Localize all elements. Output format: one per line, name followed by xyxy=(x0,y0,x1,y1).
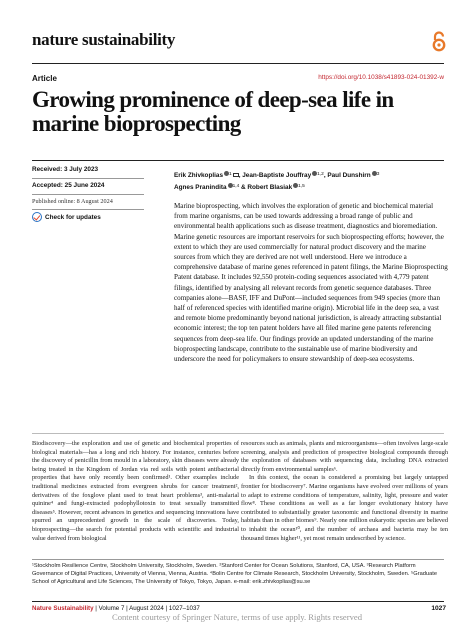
author-affiliation: 1,4 xyxy=(232,184,240,189)
accepted-date: Accepted: 25 June 2024 xyxy=(32,182,105,189)
author-name[interactable]: & Robert Blasiak xyxy=(239,184,293,191)
abstract: Marine bioprospecting, which involves the exploration of genetic and biochemical material from marine organisms, can be used towards addressing a broad range of public and environmental health applications such as disease treatment, diagnostics and bioremediation. Marine genetic resources are important reservoirs for such bioprospecting efforts; however, the extent to which they are used commercially for natural product discovery and the marine sources from which they are derived are not well understood. Here we introduce a comprehensive database of marine genes referenced in patent filings, the Marine Bioprospecting Patent database. It includes 92,550 protein-coding sequences associated with 4,779 patent filings, identified by analysing all relevant records from genetic sequence databases. Three companies alone—BASF, IFF and DuPont—included sequences from 949 species (more than half of referenced species with identified marine origin). Microbial life in the deep sea, a vast and remote biome predominantly beyond national jurisdiction, is already attracting substantial economic interest; the top ten patent holders have all filed marine gene patents referencing sequences from deep-sea life. Our findings provide an updated understanding of the marine bioprospecting landscape, contribute to the sustainable use of marine biodiversity and underscore the need for policymakers to ensure stewardship of deep-sea ecosystems. xyxy=(174,202,448,364)
article-type: Article xyxy=(32,74,57,83)
author-name[interactable]: , Jean-Baptiste Jouffray xyxy=(238,172,312,179)
body-column-left xyxy=(32,440,239,543)
affiliations xyxy=(32,563,446,586)
author-affiliation: 3 xyxy=(376,172,380,177)
footer-issue: | Volume 7 | August 2024 | 1027–1037 xyxy=(93,605,200,612)
author-affiliation: 1,5 xyxy=(298,184,305,189)
body-paragraph: Biodiscovery—the exploration and use of genetic and biochemical properties of biological materials—has a long and rich history. For instance, centuries before the discovery of penicillin from mould in a laboratory, skin diseases were already being treated in the Kingdom of Jordan via red soils with potent antibacterial properties that have only recently been confirmed¹. Other examples include traditional medicines extracted from evergreen shrubs for cancer treatment², derivatives of the foxglove plant used to treat heart problems³, anti-malarial quinine⁴ and fungi-extracted podophyllotoxin to treat sexually transmitted diseases⁵. However, recent advances in genetics and sequencing innovations have spurred an unprecedented growth in the scale of discoveries. Today, bioprospecting—the search for potential products with scientific and industrial value derived from biological xyxy=(32,440,239,542)
check-for-updates-icon xyxy=(32,212,42,222)
author-affiliation: 1,2 xyxy=(317,172,324,177)
footer-citation xyxy=(32,605,200,612)
title-rule xyxy=(32,160,444,161)
author-name[interactable]: Agnes Pranindita xyxy=(174,184,227,191)
journal-name: nature sustainability xyxy=(32,30,176,49)
body-paragraph: In this context, the ocean is considered a promising but largely untapped frontier for biodiscovery⁷. Marine organisms have evolved over millions of years to adapt to extreme conditions of temperature, salinity, light, pressure and water flow⁸. These conditions as well as a far longer evolutionary history have contributed to substantially greater taxonomic and functional diversity in marine habitats than in other biomes⁹. Nearly one million eukaryotic species are believed to inhabit the ocean¹⁰, and the number of archaea and bacteria may be ten thousand times higher¹¹, yet most remain undescribed by science. xyxy=(241,474,448,542)
header-rule xyxy=(32,63,444,64)
abstract-rule xyxy=(32,433,444,434)
affiliations-rule xyxy=(32,559,444,560)
email-link[interactable]: e-mail: erik.zhivkoplias@su.se xyxy=(233,578,311,585)
author-affiliation: 1 xyxy=(229,172,232,177)
published-date: Published online: 8 August 2024 xyxy=(32,198,113,205)
doi-link[interactable]: https://doi.org/10.1038/s41893-024-01392-w xyxy=(318,74,444,81)
article-title: Growing prominence of deep-sea life in marine bioprospecting xyxy=(32,87,394,136)
body-column-right xyxy=(241,440,448,543)
received-date: Received: 3 July 2023 xyxy=(32,166,99,173)
footer-rule xyxy=(32,601,444,602)
author-name[interactable]: Erik Zhivkoplias xyxy=(174,172,224,179)
courtesy-watermark: Content courtesy of Springer Nature, terms of use apply. Rights reserved xyxy=(111,612,363,622)
page-number: 1027 xyxy=(431,605,446,612)
meta-divider xyxy=(32,209,144,210)
meta-divider xyxy=(32,194,144,195)
author-name[interactable]: , Paul Dunshirn xyxy=(323,172,371,179)
check-for-updates-button[interactable] xyxy=(32,212,101,222)
check-for-updates-label: Check for updates xyxy=(45,213,101,221)
open-access-lock-icon xyxy=(432,31,446,52)
footer-journal: Nature Sustainability xyxy=(32,605,94,612)
author-list xyxy=(174,169,446,193)
affiliations-text: ¹Stockholm Resilience Centre, Stockholm University, Stockholm, Sweden. ²Stanford Center for Ocean Solutions, Stanford, CA, USA. ³Research Platform Governance of Digital Practices, University of Vienna, Vienna, Austria. ⁴Bolin Centre for Climate Research, Stockholm University, Stockholm, Sweden. ⁵Graduate School of Agricultural and Life Sciences, The University of Tokyo, Tokyo, Japan. xyxy=(32,563,438,585)
meta-divider xyxy=(32,178,144,179)
body-paragraph: resources such as animals, plants and microorganisms—often involves large-scale screening, analysis and prediction of prospective biological compounds through the exploration of databases with sequencing data, including DNA extracted directly from environmental samples⁶. xyxy=(241,440,448,473)
